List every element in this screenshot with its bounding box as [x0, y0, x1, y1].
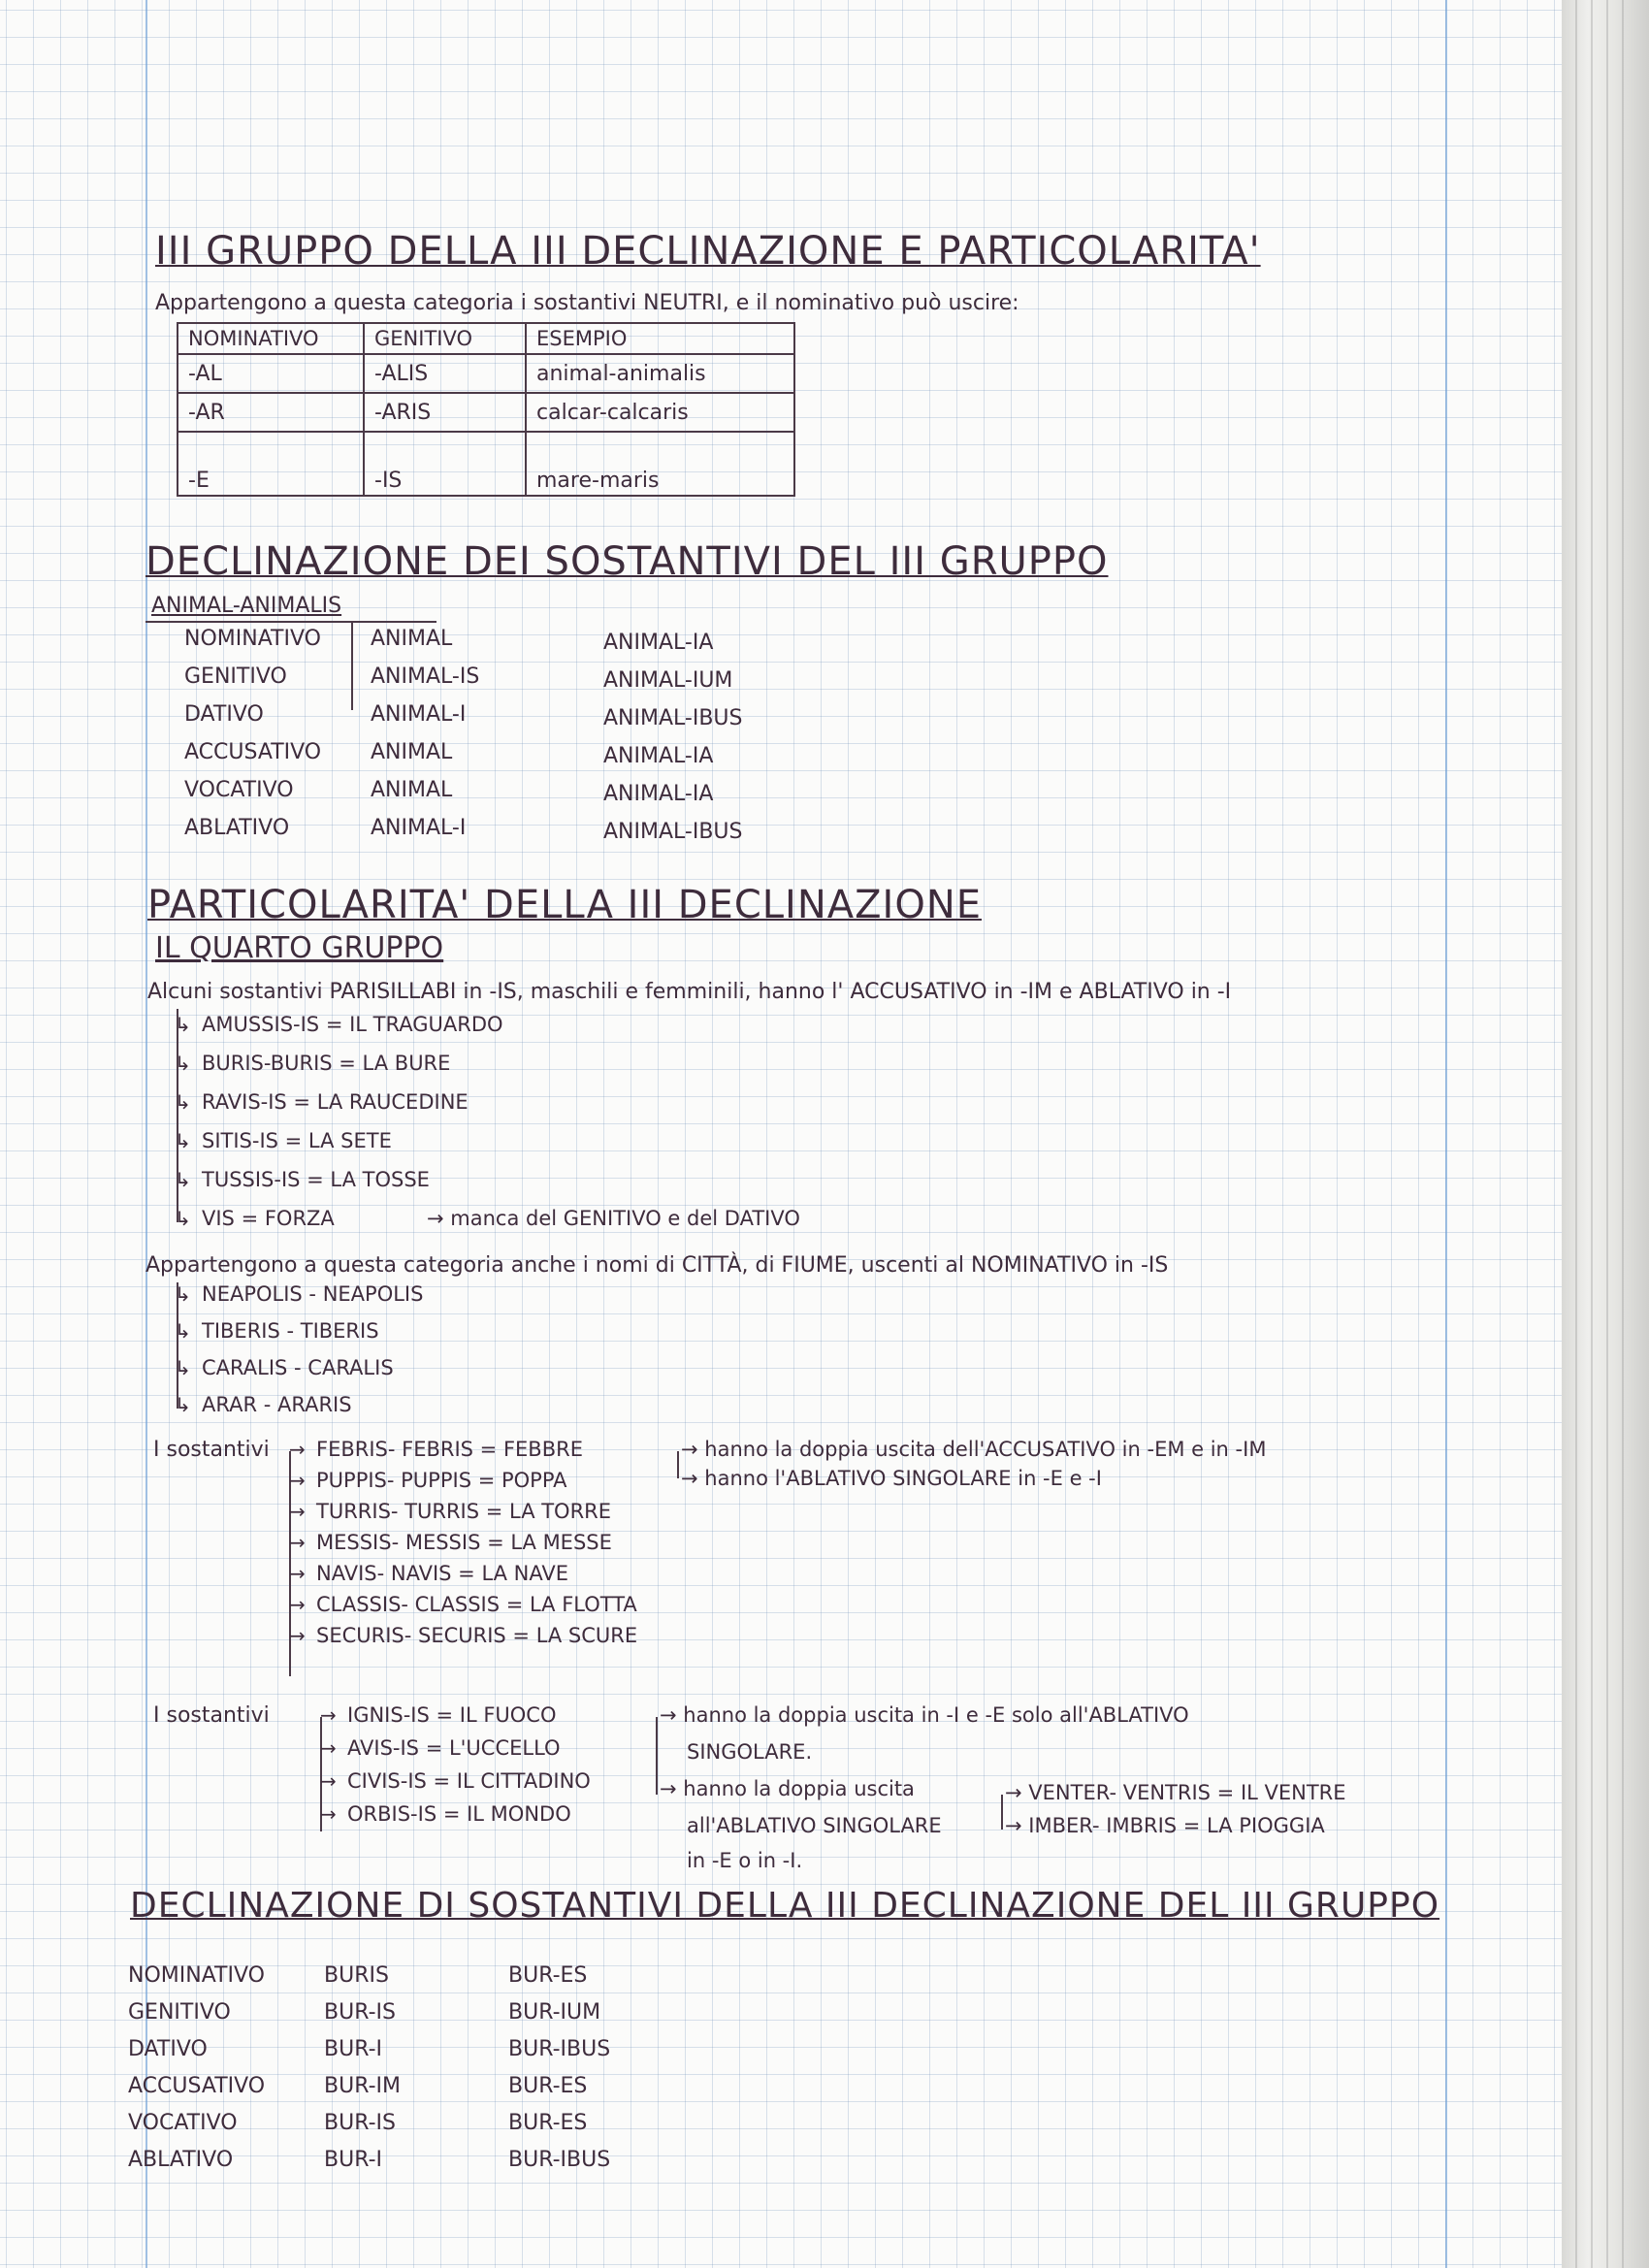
list-item: RAVIS-IS = LA RAUCEDINE — [202, 1090, 469, 1114]
table-row — [178, 393, 794, 432]
list-item: CIVIS-IS = IL CITTADINO — [347, 1769, 591, 1793]
list-item: TUSSIS-IS = LA TOSSE — [202, 1168, 430, 1191]
arrow-icon: → — [289, 1593, 306, 1616]
group1-label: I sostantivi — [153, 1438, 270, 1462]
group2-example-text: IMBER- IMBRIS = LA PIOGGIA — [1028, 1814, 1325, 1837]
case-label: ACCUSATIVO — [184, 740, 322, 764]
list-item: TURRIS- TURRIS = LA TORRE — [316, 1500, 612, 1523]
group2-note1b: SINGOLARE. — [687, 1740, 813, 1764]
list-item: IGNIS-IS = IL FUOCO — [347, 1703, 557, 1727]
notebook-binding — [1562, 0, 1649, 2268]
arrow-icon: → — [320, 1736, 337, 1760]
declension-divider — [351, 621, 353, 710]
plural-form: ANIMAL-IA — [603, 782, 714, 806]
left-margin-line — [146, 0, 147, 2268]
case-label: ABLATIVO — [184, 816, 290, 840]
section2-title: DECLINAZIONE DEI SOSTANTIVI DEL III GRUPPO — [146, 539, 1109, 584]
list-item: CLASSIS- CLASSIS = LA FLOTTA — [316, 1593, 637, 1616]
group2-example: → IMBER- IMBRIS = LA PIOGGIA — [1005, 1814, 1325, 1837]
section1-intro: Appartengono a questa categoria i sostantivi NEUTRI, e il nominativo può uscire: — [155, 291, 1019, 315]
plural-form: BUR-ES — [508, 2074, 588, 2098]
table-header: ESEMPIO — [526, 323, 794, 354]
arrow-icon: ↳ — [175, 1129, 191, 1152]
case-label: ABLATIVO — [128, 2148, 234, 2172]
case-label: DATIVO — [184, 702, 264, 727]
case-label: GENITIVO — [184, 664, 287, 689]
group2-example: → VENTER- VENTRIS = IL VENTRE — [1005, 1781, 1346, 1804]
plural-form: ANIMAL-IUM — [603, 668, 733, 693]
arrow-icon: ↳ — [175, 1090, 191, 1114]
case-label: ACCUSATIVO — [128, 2074, 266, 2098]
singular-form: ANIMAL — [371, 627, 453, 651]
plural-form: BUR-IUM — [508, 2000, 601, 2025]
arrow-icon: → — [289, 1469, 306, 1492]
list-item: TIBERIS - TIBERIS — [202, 1319, 379, 1343]
arrow-icon: → — [289, 1562, 306, 1585]
case-label: NOMINATIVO — [184, 627, 321, 651]
table-row — [178, 354, 794, 393]
list-item: ARAR - ARARIS — [202, 1393, 352, 1416]
section3-intro2: Appartengono a questa categoria anche i nomi di CITTÀ, di FIUME, uscenti al NOMINATIVO in -IS — [146, 1253, 1169, 1278]
list-item: FEBRIS- FEBRIS = FEBBRE — [316, 1438, 583, 1461]
arrow-icon: ↳ — [175, 1052, 191, 1075]
case-label: VOCATIVO — [184, 778, 294, 802]
section3-intro: Alcuni sostantivi PARISILLABI in -IS, maschili e femminili, hanno l' ACCUSATIVO in -IM e ABLATIVO in -I — [147, 980, 1232, 1004]
group1-note-text: hanno la doppia uscita dell'ACCUSATIVO in -EM e in -IM — [704, 1438, 1267, 1461]
arrow-icon: → — [320, 1703, 337, 1727]
singular-form: ANIMAL — [371, 740, 453, 764]
group2-example-text: VENTER- VENTRIS = IL VENTRE — [1028, 1781, 1346, 1804]
arrow-icon: ↳ — [175, 1207, 191, 1230]
table-cell: -IS — [364, 432, 526, 496]
singular-form: BUR-IM — [324, 2074, 401, 2098]
case-label: VOCATIVO — [128, 2111, 238, 2135]
arrow-icon: → — [289, 1438, 306, 1461]
list-item: CARALIS - CARALIS — [202, 1356, 394, 1379]
declension-underline — [146, 621, 436, 623]
arrow-icon: ↳ — [175, 1168, 191, 1191]
list-item: MESSIS- MESSIS = LA MESSE — [316, 1531, 612, 1554]
list-item: NEAPOLIS - NEAPOLIS — [202, 1282, 424, 1306]
bracket-line — [656, 1717, 658, 1795]
table-header: NOMINATIVO — [178, 323, 364, 354]
plural-form: ANIMAL-IA — [603, 744, 714, 768]
singular-form: ANIMAL-I — [371, 702, 467, 727]
list-item: ORBIS-IS = IL MONDO — [347, 1802, 571, 1826]
table-cell: -ARIS — [364, 393, 526, 432]
arrow-icon: → — [289, 1500, 306, 1523]
plural-form: BUR-ES — [508, 2111, 588, 2135]
list-item: NAVIS- NAVIS = LA NAVE — [316, 1562, 569, 1585]
section3-title: PARTICOLARITA' DELLA III DECLINAZIONE — [147, 883, 983, 927]
section2-word: ANIMAL-ANIMALIS — [151, 594, 342, 618]
vis-note: → manca del GENITIVO e del DATIVO — [427, 1207, 800, 1230]
group2-label: I sostantivi — [153, 1703, 270, 1728]
singular-form: BUR-I — [324, 2148, 383, 2172]
plural-form: ANIMAL-IA — [603, 631, 714, 655]
section3-subtitle: IL QUARTO GRUPPO — [155, 931, 444, 965]
arrow-icon: → — [289, 1531, 306, 1554]
endings-table — [177, 322, 795, 497]
plural-form: BUR-ES — [508, 1963, 588, 1988]
group2-note1: → hanno la doppia uscita in -I e -E solo all'ABLATIVO — [660, 1703, 1189, 1727]
case-label: GENITIVO — [128, 2000, 231, 2025]
table-cell: -AL — [178, 354, 364, 393]
table-cell: calcar-calcaris — [526, 393, 794, 432]
table-cell: -ALIS — [364, 354, 526, 393]
table-row — [178, 432, 794, 496]
plural-form: BUR-IBUS — [508, 2037, 611, 2061]
bracket-line — [677, 1451, 679, 1478]
table-cell: animal-animalis — [526, 354, 794, 393]
case-label: DATIVO — [128, 2037, 208, 2061]
group2-note2: → hanno la doppia uscita — [660, 1777, 915, 1800]
group1-note: → hanno l'ABLATIVO SINGOLARE in -E e -I — [681, 1467, 1102, 1490]
table-cell: mare-maris — [526, 432, 794, 496]
singular-form: BURIS — [324, 1963, 389, 1988]
section4-title: DECLINAZIONE DI SOSTANTIVI DELLA III DECLINAZIONE DEL III GRUPPO — [130, 1886, 1440, 1926]
list-item: SECURIS- SECURIS = LA SCURE — [316, 1624, 638, 1647]
singular-form: ANIMAL-I — [371, 816, 467, 840]
table-cell: -E — [178, 432, 364, 496]
arrow-icon: ↳ — [175, 1013, 191, 1036]
group2-note1-text: hanno la doppia uscita in -I e -E solo all'ABLATIVO — [683, 1703, 1189, 1727]
plural-form: ANIMAL-IBUS — [603, 820, 743, 844]
singular-form: BUR-IS — [324, 2000, 396, 2025]
arrow-icon: → — [320, 1769, 337, 1793]
group2-note2b: all'ABLATIVO SINGOLARE — [687, 1814, 942, 1837]
singular-form: ANIMAL-IS — [371, 664, 480, 689]
arrow-icon: ↳ — [175, 1393, 191, 1416]
plural-form: ANIMAL-IBUS — [603, 706, 743, 730]
group1-note: → hanno la doppia uscita dell'ACCUSATIVO in -EM e in -IM — [681, 1438, 1267, 1461]
list-item: AMUSSIS-IS = IL TRAGUARDO — [202, 1013, 503, 1036]
group2-note2-text: hanno la doppia uscita — [683, 1777, 915, 1800]
list-item: PUPPIS- PUPPIS = POPPA — [316, 1469, 567, 1492]
arrow-icon: ↳ — [175, 1356, 191, 1379]
table-header: GENITIVO — [364, 323, 526, 354]
list-item: BURIS-BURIS = LA BURE — [202, 1052, 451, 1075]
arrow-icon: → — [320, 1802, 337, 1826]
arrow-icon: ↳ — [175, 1282, 191, 1306]
list-item: SITIS-IS = LA SETE — [202, 1129, 392, 1152]
case-label: NOMINATIVO — [128, 1963, 265, 1988]
group1-note-text: hanno l'ABLATIVO SINGOLARE in -E e -I — [704, 1467, 1102, 1490]
section1-title: III GRUPPO DELLA III DECLINAZIONE E PARTICOLARITA' — [155, 229, 1261, 274]
group2-note2c: in -E o in -I. — [687, 1849, 803, 1872]
table-header-row — [178, 323, 794, 354]
bracket-line — [1001, 1795, 1003, 1830]
right-margin-line — [1445, 0, 1447, 2268]
vis-note-text: manca del GENITIVO e del DATIVO — [450, 1207, 800, 1230]
list-item: AVIS-IS = L'UCCELLO — [347, 1736, 561, 1760]
singular-form: ANIMAL — [371, 778, 453, 802]
singular-form: BUR-IS — [324, 2111, 396, 2135]
singular-form: BUR-I — [324, 2037, 383, 2061]
arrow-icon: ↳ — [175, 1319, 191, 1343]
arrow-icon: → — [289, 1624, 306, 1647]
list-item: VIS = FORZA — [202, 1207, 335, 1230]
plural-form: BUR-IBUS — [508, 2148, 611, 2172]
table-cell: -AR — [178, 393, 364, 432]
